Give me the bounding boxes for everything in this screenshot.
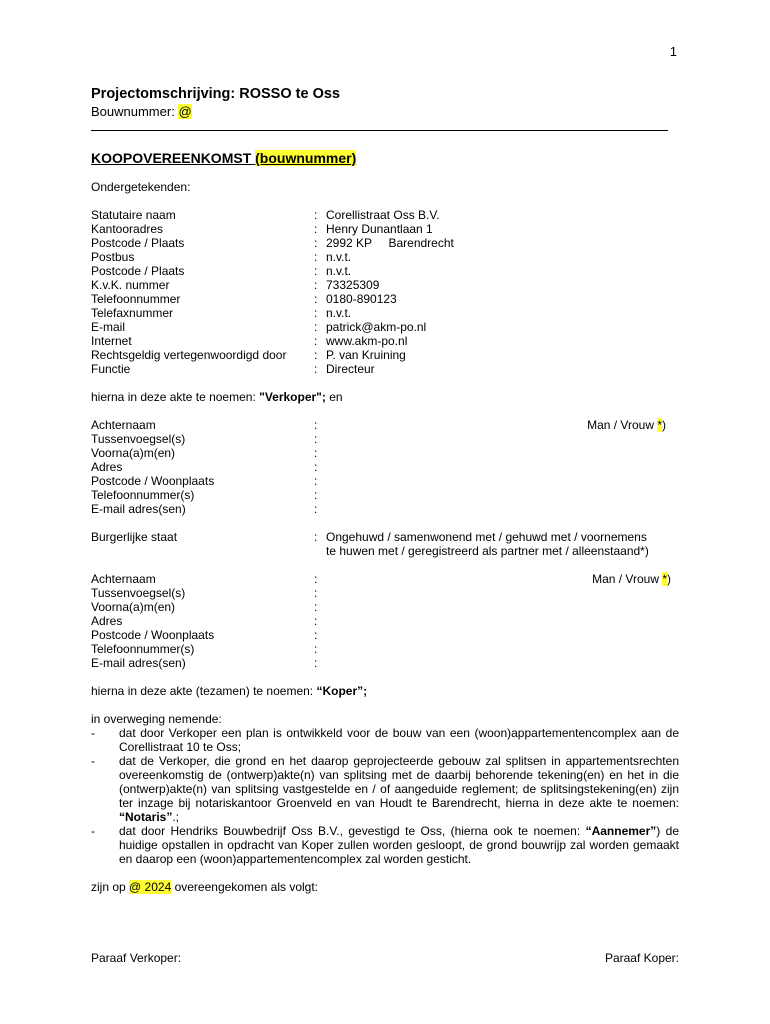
email-value: patrick@akm-po.nl <box>326 320 427 334</box>
website-value: www.akm-po.nl <box>326 334 408 348</box>
field-label: Rechtsgeldig vertegenwoordigd door <box>91 348 287 362</box>
field-value: n.v.t. <box>326 250 352 264</box>
list-item-bold: “Aannemer” <box>585 824 657 838</box>
field-label: E-mail adres(sen) <box>91 502 186 516</box>
bullet-dash: - <box>91 824 95 838</box>
field-colon: : <box>314 432 318 446</box>
field-label: Voorna(a)m(en) <box>91 600 176 614</box>
field-label: K.v.K. nummer <box>91 278 170 292</box>
field-label: Telefoonnummer <box>91 292 181 306</box>
zijn-op-prefix: zijn op <box>91 880 130 894</box>
divider <box>91 130 668 131</box>
field-label: Burgerlijke staat <box>91 530 178 544</box>
field-colon: : <box>314 460 318 474</box>
list-item-text: dat door Verkoper een plan is ontwikkeld voor de bouw van een (woon)appartementencomplex aan de Corellistraat 10 te Oss; <box>119 726 679 754</box>
field-colon: : <box>314 334 318 348</box>
field-value: Corellistraat Oss B.V. <box>326 208 440 222</box>
list-item-tail: .; <box>172 810 180 824</box>
page-title: Projectomschrijving: ROSSO te Oss <box>91 86 340 102</box>
field-colon: : <box>314 656 318 670</box>
field-colon: : <box>314 362 318 376</box>
burgerlijke-staat-line1: Ongehuwd / samenwonend met / gehuwd met / voornemens <box>326 530 647 544</box>
bouwnummer-label: Bouwnummer: <box>91 104 175 119</box>
list-item <box>119 824 679 866</box>
noemen-bold: “Koper”; <box>316 684 368 698</box>
field-colon: : <box>314 306 318 320</box>
list-item-tail: ) de huidige opstallen in opdracht van Koper zullen worden gesloopt, de grond bouwrijp zal worden gemaakt en daarop een (woon)appartementencomplex zal worden gesticht. <box>119 824 679 866</box>
field-value: Henry Dunantlaan 1 <box>326 222 433 236</box>
gender-choice <box>587 418 666 432</box>
field-value: 2992 KP Barendrecht <box>326 236 454 250</box>
field-label: Tussenvoegsel(s) <box>91 432 186 446</box>
page-number: 1 <box>669 44 677 59</box>
field-colon: : <box>314 222 318 236</box>
field-colon: : <box>314 208 318 222</box>
field-value: 0180-890123 <box>326 292 397 306</box>
field-label: Achternaam <box>91 418 156 432</box>
field-colon: : <box>314 278 318 292</box>
field-colon: : <box>314 446 318 460</box>
field-colon: : <box>314 474 318 488</box>
list-item <box>119 726 679 754</box>
burgerlijke-staat-line2: te huwen met / geregistreerd als partner met / alleenstaand*) <box>326 544 649 558</box>
noemen-bold: "Verkoper"; <box>259 390 326 404</box>
field-label: Functie <box>91 362 131 376</box>
field-colon: : <box>314 236 318 250</box>
noemen-text: hierna in deze akte (tezamen) te noemen: <box>91 684 317 698</box>
field-label: Adres <box>91 460 123 474</box>
field-label: Postbus <box>91 250 135 264</box>
list-item-text: dat de Verkoper, die grond en het daarop geprojecteerde gebouw zal splitsen in appartementsrechten overeenkomstig de (ontwerp)akte(n) van splitsing met de daarbij behorende tekening(en) en het in die (ontwerp)akte(n) van splitsing vastgestelde en / of aangeduide reglement; de splitsingstekening(en) zijn ter inzage bij notariskantoor Groenveld en van Houdt te Barendrecht, hierna in deze akte te noemen: <box>119 754 679 810</box>
gender-text: Man / Vrouw <box>587 418 658 432</box>
section-heading <box>91 150 356 166</box>
field-colon: : <box>314 530 318 544</box>
verkoper-noemen <box>91 390 343 404</box>
field-label: Postcode / Plaats <box>91 236 185 250</box>
field-value: n.v.t. <box>326 306 352 320</box>
bullet-dash: - <box>91 754 95 768</box>
paraaf-koper: Paraaf Koper: <box>604 951 679 965</box>
list-item-text: dat door Hendriks Bouwbedrijf Oss B.V., gevestigd te Oss, (hierna ook te noemen: <box>119 824 586 838</box>
gender-choice <box>592 572 671 586</box>
field-label: Telefoonnummer(s) <box>91 488 195 502</box>
field-colon: : <box>314 418 318 432</box>
field-label: Telefoonnummer(s) <box>91 642 195 656</box>
field-colon: : <box>314 488 318 502</box>
field-colon: : <box>314 614 318 628</box>
bouwnummer-value: @ <box>178 104 192 119</box>
field-label: E-mail <box>91 320 126 334</box>
overweging-intro: in overweging nemende: <box>91 712 222 726</box>
date-placeholder: @ 2024 <box>129 880 172 894</box>
field-colon: : <box>314 250 318 264</box>
paraaf-verkoper: Paraaf Verkoper: <box>91 951 182 965</box>
field-label: Postcode / Plaats <box>91 264 185 278</box>
field-value: 73325309 <box>326 278 380 292</box>
heading-main: KOOPOVEREENKOMST <box>91 150 252 166</box>
koper-noemen <box>91 684 367 698</box>
field-colon: : <box>314 572 318 586</box>
field-colon: : <box>314 628 318 642</box>
field-label: Kantooradres <box>91 222 164 236</box>
gender-close: ) <box>667 572 671 586</box>
field-value: P. van Kruining <box>326 348 406 362</box>
ondergetekenden-label: Ondergetekenden: <box>91 180 191 194</box>
field-colon: : <box>314 348 318 362</box>
zijn-op-suffix: overeengekomen als volgt: <box>171 880 319 894</box>
field-label: Voorna(a)m(en) <box>91 446 176 460</box>
heading-highlight: (bouwnummer) <box>255 150 357 166</box>
noemen-suffix: en <box>325 390 343 404</box>
field-label: Tussenvoegsel(s) <box>91 586 186 600</box>
field-label: Statutaire naam <box>91 208 176 222</box>
gender-close: ) <box>662 418 666 432</box>
field-colon: : <box>314 320 318 334</box>
list-item <box>119 754 679 824</box>
field-label: Internet <box>91 334 132 348</box>
field-colon: : <box>314 264 318 278</box>
gender-mark: * <box>657 418 662 432</box>
gender-mark: * <box>662 572 667 586</box>
field-value: Directeur <box>326 362 375 376</box>
field-colon: : <box>314 502 318 516</box>
bullet-dash: - <box>91 726 95 740</box>
field-colon: : <box>314 600 318 614</box>
zijn-op-line <box>91 880 318 894</box>
field-colon: : <box>314 292 318 306</box>
field-label: Postcode / Woonplaats <box>91 474 215 488</box>
field-colon: : <box>314 642 318 656</box>
list-item-bold: “Notaris” <box>119 810 173 824</box>
field-label: Achternaam <box>91 572 156 586</box>
field-colon: : <box>314 586 318 600</box>
field-label: Adres <box>91 614 123 628</box>
field-label: Postcode / Woonplaats <box>91 628 215 642</box>
noemen-text: hierna in deze akte te noemen: <box>91 390 260 404</box>
gender-text: Man / Vrouw <box>592 572 663 586</box>
field-label: E-mail adres(sen) <box>91 656 186 670</box>
field-value: n.v.t. <box>326 264 352 278</box>
bouwnummer-line <box>91 104 192 119</box>
field-label: Telefaxnummer <box>91 306 174 320</box>
